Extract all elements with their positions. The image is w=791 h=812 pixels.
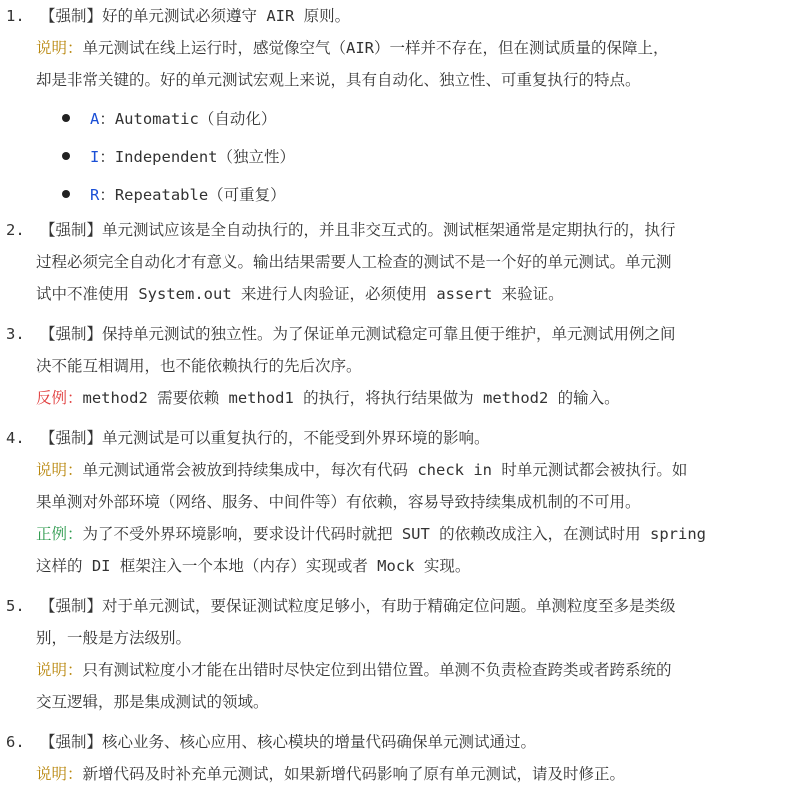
bullet-dot-icon [62, 190, 70, 198]
rule-5 [4, 590, 783, 718]
note-line: 交互逻辑，那是集成测试的领域。 [36, 693, 269, 711]
positive-example-label: 正例： [36, 525, 83, 543]
bullet-item-automatic: A：Automatic（自动化） [4, 100, 783, 138]
rule-title-line: 3. 【强制】保持单元测试的独立性。为了保证单元测试稳定可靠且便于维护，单元测试用例之间 [4, 318, 783, 350]
bullet-item-independent: I：Independent（独立性） [4, 138, 783, 176]
rule-number: 2. [6, 221, 25, 239]
rule-title-line: 1. 【强制】好的单元测试必须遵守 AIR 原则。 [4, 0, 783, 32]
bullet-dot-icon [62, 114, 70, 122]
counter-example-label: 反例： [36, 389, 83, 407]
positive-example-line: 这样的 DI 框架注入一个本地（内存）实现或者 Mock 实现。 [36, 557, 471, 575]
rule-3 [4, 318, 783, 414]
bullet-item-repeatable: R：Repeatable（可重复） [4, 176, 783, 214]
note-line: 说明：新增代码及时补充单元测试，如果新增代码影响了原有单元测试，请及时修正。 [36, 765, 626, 783]
bullet-dot-icon [62, 152, 70, 160]
note-line: 说明：单元测试通常会被放到持续集成中，每次有代码 check in 时单元测试都会被执行。如 [36, 461, 688, 479]
rule-number: 4. [6, 429, 25, 447]
rule-title-line: 决不能互相调用，也不能依赖执行的先后次序。 [36, 357, 362, 375]
rule-4 [4, 422, 783, 582]
rule-1 [4, 0, 783, 214]
rule-title-line: 过程必须完全自动化才有意义。输出结果需要人工检查的测试不是一个好的单元测试。单元测 [36, 253, 672, 271]
rule-number: 1. [6, 7, 25, 25]
rule-title-line: 别，一般是方法级别。 [36, 629, 192, 647]
rule-number: 5. [6, 597, 25, 615]
rule-number: 6. [6, 733, 25, 751]
note-label: 说明： [36, 765, 83, 783]
rule-2 [4, 214, 783, 310]
counter-example-line: 反例：method2 需要依赖 method1 的执行，将执行结果做为 method2 的输入。 [36, 389, 620, 407]
note-label: 说明： [36, 39, 83, 57]
note-label: 说明： [36, 661, 83, 679]
note-label: 说明： [36, 461, 83, 479]
positive-example-line: 正例：为了不受外界环境影响，要求设计代码时就把 SUT 的依赖改成注入，在测试时用 spring [36, 525, 706, 543]
note-line: 却是非常关键的。好的单元测试宏观上来说，具有自动化、独立性、可重复执行的特点。 [36, 71, 641, 89]
rule-6 [4, 726, 783, 790]
rule-number: 3. [6, 325, 25, 343]
note-line: 果单测对外部环境（网络、服务、中间件等）有依赖，容易导致持续集成机制的不可用。 [36, 493, 641, 511]
note-line: 说明：单元测试在线上运行时，感觉像空气（AIR）一样并不存在，但在测试质量的保障上， [36, 39, 669, 57]
air-bullet-list [4, 100, 783, 214]
rule-title-line: 试中不准使用 System.out 来进行人肉验证，必须使用 assert 来验证。 [36, 285, 564, 303]
rule-title-line: 5. 【强制】对于单元测试，要保证测试粒度足够小，有助于精确定位问题。单测粒度至多是类级 [4, 590, 783, 622]
rule-title-line: 4. 【强制】单元测试是可以重复执行的，不能受到外界环境的影响。 [4, 422, 783, 454]
note-line: 说明：只有测试粒度小才能在出错时尽快定位到出错位置。单测不负责检查跨类或者跨系统的 [36, 661, 672, 679]
rule-title-line: 2. 【强制】单元测试应该是全自动执行的，并且非交互式的。测试框架通常是定期执行的，执行 [4, 214, 783, 246]
rule-title-line: 6. 【强制】核心业务、核心应用、核心模块的增量代码确保单元测试通过。 [4, 726, 783, 758]
